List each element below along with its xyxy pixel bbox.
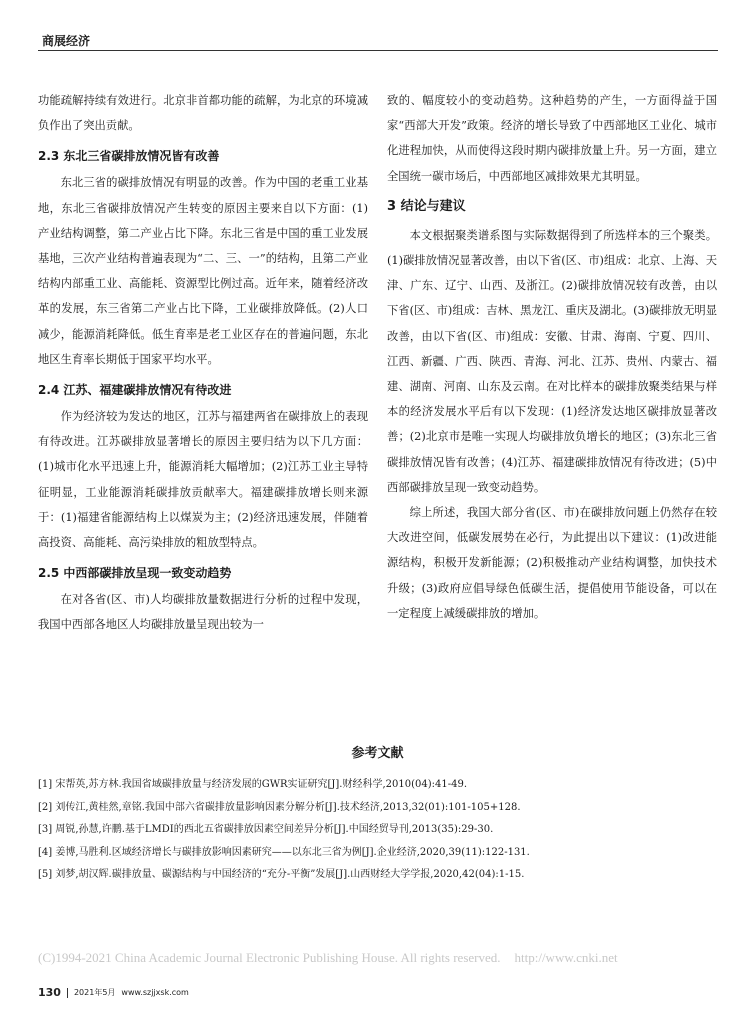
- section-3-paragraph-1: 本文根据聚类谱系图与实际数据得到了所选样本的三个聚类。(1)碳排放情况显著改善，由以下省(区、市)组成：北京、上海、天津、广东、辽宁、山西、及浙江。(2)碳排放情况较有改善，由以下省(区、市)组成：吉林、黑龙江、重庆及湖北。(3)碳排放无明显改善，由以下省(区、市)组成：安徽、甘肃、海南、宁夏、四川、江西、新疆、广西、陕西、青海、河北、江苏、贵州、内蒙古、福建、湖南、河南、山东及云南。在对比样本的碳排放聚类结果与样本的经济发展水平后有以下发现：(1)经济发达地区碳排放显著改善；(2)北京市是唯一实现人均碳排放负增长的地区；(3)东北三省碳排放情况皆有改善；(4)江苏、福建碳排放情况有待改进；(5)中西部碳排放呈现一致变动趋势。: [387, 228, 717, 494]
- page-footer: [38, 986, 189, 999]
- section-2-4-paragraph: 作为经济较为发达的地区，江苏与福建两省在碳排放上的表现有待改进。江苏碳排放显著增长的原因主要归结为以下几方面：(1)城市化水平迅速上升，能源消耗大幅增加；(2)江苏工业主导特征明显，工业能源消耗碳排放贡献率大。福建碳排放增长则来源于：(1)福建省能源结构上以煤炭为主；(2)经济迅速发展，伴随着高投资、高能耗、高污染排放的粗放型特点。: [38, 410, 368, 550]
- header-divider: [38, 50, 718, 51]
- issue-date: 2021年5月: [73, 988, 116, 997]
- section-2-5-paragraph: 在对各省(区、市)人均碳排放量数据进行分析的过程中发现，我国中西部各地区人均碳排放量呈现出较为一: [38, 593, 368, 632]
- section-2-3-paragraph: 东北三省的碳排放情况有明显的改善。作为中国的老重工业基地，东北三省碳排放情况产生转变的原因主要来自以下方面：(1)产业结构调整，第二产业占比下降。东北三省是中国的重工业发展基地，三次产业结构普遍表现为“二、三、一”的结构，且第二产业结构内部重工业、高能耗、资源型比例过高。近年来，随着经济改革的发展，东三省第二产业占比下降，工业碳排放降低。(2)人口减少，能源消耗降低。低生育率是老工业区存在的普遍问题，东北地区生育率长期低于国家平均水平。: [38, 176, 368, 366]
- reference-item: [1] 宋帮英,苏方林.我国省域碳排放量与经济发展的GWR实证研究[J].财经科学,2010(04):41-49.: [38, 779, 468, 790]
- footer-separator: [67, 988, 68, 998]
- paragraph-continued: 致的、幅度较小的变动趋势。这种趋势的产生，一方面得益于国家“西部大开发”政策。经济的增长导致了中西部地区工业化、城市化进程加快，从而使得这段时期内碳排放量上升。另一方面，建立全国统一碳市场后，中西部地区减排效果尤其明显。: [387, 94, 717, 183]
- reference-item: [3] 周锐,孙慧,许鹏.基于LMDI的西北五省碳排放因素空间差异分析[J].中国经贸导刊,2013(35):29-30.: [38, 824, 494, 835]
- section-2-4-heading: 2.4 江苏、福建碳排放情况有待改进: [38, 383, 232, 398]
- section-2-3-heading: 2.3 东北三省碳排放情况皆有改善: [38, 149, 220, 164]
- reference-item: [4] 姜博,马胜利.区域经济增长与碳排放影响因素研究——以东北三省为例[J].企业经济,2020,39(11):122-131.: [38, 846, 530, 858]
- copyright-watermark: [38, 950, 718, 966]
- journal-title: 商展经济: [42, 34, 91, 48]
- watermark-text: (C)1994-2021 China Academic Journal Electronic Publishing House. All rights reserved.: [38, 950, 501, 965]
- reference-item: [2] 刘传江,黄桂然,章铭.我国中部六省碳排放量影响因素分解分析[J].技术经济,2013,32(01):101-105+128.: [38, 801, 521, 813]
- references-heading: 参考文献: [351, 746, 404, 761]
- watermark-url: http://www.cnki.net: [514, 950, 618, 965]
- left-column: [38, 88, 368, 638]
- paragraph-continued: 功能疏解持续有效进行。北京非首都功能的疏解，为北京的环境减负作出了突出贡献。: [38, 94, 368, 133]
- references-list: [38, 774, 718, 887]
- section-2-5-heading: 2.5 中西部碳排放呈现一致变动趋势: [38, 566, 232, 581]
- page-number: 130: [38, 986, 61, 999]
- section-3-heading: 3 结论与建议: [387, 198, 466, 214]
- reference-item: [5] 刘梦,胡汉辉.碳排放量、碳源结构与中国经济的“充分-平衡”发展[J].山西财经大学学报,2020,42(04):1-15.: [38, 869, 525, 880]
- journal-website: www.szjjxsk.com: [121, 988, 189, 997]
- section-3-paragraph-2: 综上所述，我国大部分省(区、市)在碳排放问题上仍然存在较大改进空间，低碳发展势在必行，为此提出以下建议：(1)改进能源结构，积极开发新能源；(2)积极推动产业结构调整，加快技术升级；(3)政府应倡导绿色低碳生活，提倡使用节能设备，可以在一定程度上减缓碳排放的增加。: [387, 506, 717, 620]
- right-column: [387, 88, 717, 626]
